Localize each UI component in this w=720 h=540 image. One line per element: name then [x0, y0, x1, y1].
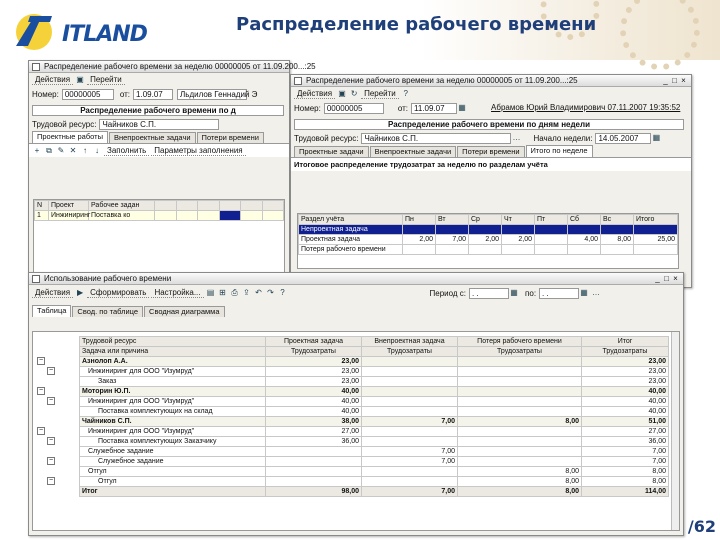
tab-strip	[29, 131, 289, 143]
row-label: Заказ	[80, 377, 266, 387]
resource-label: Трудовой ресурс:	[294, 133, 359, 143]
redo-icon[interactable]: ↷	[267, 288, 274, 297]
date-field[interactable]: 1.09.07	[133, 89, 173, 100]
row-label: Моторин Ю.П.	[80, 387, 266, 397]
report-icon	[32, 275, 40, 283]
row-value: 8,00	[458, 487, 582, 497]
window-title: Использование рабочего времени	[44, 274, 172, 283]
toolbar	[29, 73, 289, 87]
goto-menu[interactable]: Перейти	[361, 89, 399, 99]
date-field[interactable]: 11.09.07	[411, 103, 457, 114]
row-value	[362, 477, 458, 487]
row-label: Инжиниринг для ООО "Изумруд"	[80, 427, 266, 437]
row-value: 23,00	[266, 377, 362, 387]
document-icon	[294, 77, 302, 85]
calendar-icon[interactable]: ▦	[510, 288, 518, 297]
row-value	[362, 377, 458, 387]
add-icon[interactable]: +	[34, 145, 40, 155]
section-title: Распределение рабочего времени по дням недели	[294, 119, 684, 130]
header-effort: Трудозатраты	[362, 347, 458, 357]
refresh-icon[interactable]: ↻	[350, 89, 358, 98]
table-row[interactable]	[80, 447, 669, 457]
tab-pivot[interactable]: Свод. по таблице	[72, 306, 143, 317]
row-value: 7,00	[582, 447, 669, 457]
help-icon[interactable]: ?	[280, 288, 285, 297]
report-table[interactable]	[79, 336, 669, 497]
window-titlebar[interactable]	[29, 61, 316, 73]
row-value: 40,00	[582, 397, 669, 407]
calendar-icon[interactable]: ▦	[652, 133, 661, 142]
row-value: 8,00	[582, 477, 669, 487]
tab-strip	[291, 145, 691, 157]
undo-icon[interactable]: ↶	[255, 288, 262, 297]
resource-label: Трудовой ресурс:	[32, 119, 97, 129]
table-row[interactable]	[80, 477, 669, 487]
row-value: 27,00	[582, 427, 669, 437]
row-value: 51,00	[582, 417, 669, 427]
tab-time-loss[interactable]: Потери времени	[197, 132, 264, 143]
period-to-field[interactable]: . .	[539, 288, 579, 299]
actions-menu[interactable]: Действия	[32, 288, 73, 298]
header-effort: Трудозатраты	[266, 347, 362, 357]
table-row[interactable]	[80, 487, 669, 497]
help-icon[interactable]: ?	[403, 89, 408, 98]
row-value	[458, 367, 582, 377]
row-value: 8,00	[458, 477, 582, 487]
print-icon[interactable]: ⎙	[231, 288, 238, 297]
generate-button[interactable]: Сформировать	[87, 288, 149, 298]
report-window[interactable]	[28, 272, 684, 536]
week-document-window[interactable]	[290, 74, 692, 288]
row-value	[362, 397, 458, 407]
table-row[interactable]	[80, 407, 669, 417]
grid-caption: Итоговое распределение трудозатрат за неделю по разделам учёта	[291, 157, 691, 171]
row-value: 23,00	[582, 357, 669, 367]
row-label: Итог	[80, 487, 266, 497]
row-value: 23,00	[582, 367, 669, 377]
row-value	[458, 357, 582, 367]
row-value: 38,00	[266, 417, 362, 427]
table-row[interactable]	[80, 397, 669, 407]
select-icon[interactable]: …	[592, 288, 601, 297]
row-value	[458, 377, 582, 387]
section-row	[291, 117, 691, 131]
col-section: Раздел учёта	[299, 215, 403, 225]
window-titlebar[interactable]	[29, 273, 683, 285]
tab-project-tasks[interactable]: Проектные задачи	[294, 146, 369, 157]
table-row[interactable]: Непроектная задача	[299, 225, 678, 235]
row-value	[362, 437, 458, 447]
project-work-grid[interactable]	[33, 199, 285, 283]
toolbar	[291, 87, 691, 101]
save-icon[interactable]: ▣	[338, 89, 346, 98]
row-label: Инжиниринг для ООО "Изумруд"	[80, 367, 266, 377]
section-row	[29, 103, 289, 117]
table-row[interactable]	[80, 417, 669, 427]
company-logo	[6, 6, 166, 54]
table-row[interactable]	[80, 457, 669, 467]
number-label: Номер:	[32, 89, 59, 99]
row-value	[458, 437, 582, 447]
row-label: Служебное задание	[80, 457, 266, 467]
page-number: /62	[687, 517, 716, 536]
row-value: 36,00	[266, 437, 362, 447]
resource-row	[291, 131, 691, 145]
row-label: Поставка комплектующих на склад	[80, 407, 266, 417]
table-row[interactable]	[80, 427, 669, 437]
row-label: Служебное задание	[80, 447, 266, 457]
row-value: 98,00	[266, 487, 362, 497]
row-value: 23,00	[266, 357, 362, 367]
maximize-icon[interactable]: □	[672, 76, 677, 85]
period-to-label: по:	[525, 288, 537, 298]
row-value: 7,00	[582, 457, 669, 467]
table-row[interactable]	[80, 467, 669, 477]
table-icon[interactable]: ▤	[206, 288, 215, 297]
logo-icon	[6, 6, 66, 54]
period-from-field[interactable]: . .	[469, 288, 509, 299]
edit-icon[interactable]: ✎	[57, 145, 65, 155]
tab-strip	[29, 305, 683, 317]
row-value	[266, 457, 362, 467]
col-project: Проект	[49, 201, 89, 211]
table-row[interactable]: Проектная задача 2,00 7,00 2,00 2,00 4,00 8,00 25,00	[299, 235, 678, 245]
row-value	[458, 457, 582, 467]
row-value	[458, 397, 582, 407]
col-task: Рабочее задан	[89, 201, 155, 211]
week-document-window-back[interactable]	[28, 60, 316, 288]
row-value: 36,00	[582, 437, 669, 447]
row-value	[266, 477, 362, 487]
close-icon[interactable]: ×	[681, 76, 686, 85]
row-grouping-tree[interactable]: − − − − − − − −	[33, 332, 77, 530]
table-row[interactable]	[80, 377, 669, 387]
col-tue: Вт	[436, 215, 469, 225]
report-table-wrap	[79, 336, 669, 497]
row-value: 40,00	[266, 407, 362, 417]
col-fri: Пт	[535, 215, 568, 225]
row-value: 23,00	[582, 377, 669, 387]
slide-title: Распределение рабочего времени	[236, 14, 597, 35]
row-label: Отгул	[80, 477, 266, 487]
row-label: Чайников С.П.	[80, 417, 266, 427]
resource-field[interactable]: Чайников С.П.	[99, 119, 219, 130]
date-label: от:	[397, 103, 409, 113]
maximize-icon[interactable]: □	[664, 274, 669, 283]
row-value: 8,00	[458, 467, 582, 477]
row-value	[362, 407, 458, 417]
vertical-scrollbar[interactable]	[671, 332, 679, 530]
row-value	[458, 427, 582, 437]
col-total: Итого	[634, 215, 678, 225]
up-icon[interactable]: ↑	[83, 145, 87, 155]
section-title: Распределение рабочего времени по д	[32, 105, 284, 116]
minimize-icon[interactable]: _	[663, 76, 668, 85]
col-thu: Чт	[502, 215, 535, 225]
toolbar	[29, 285, 683, 301]
table-row[interactable]: 1 Инжиниринг Поставка ко	[35, 211, 284, 221]
settings-button[interactable]: Настройка...	[151, 288, 203, 298]
resource-row	[29, 117, 289, 131]
calendar-icon[interactable]: ▦	[580, 288, 588, 297]
header-fields	[291, 101, 691, 115]
header-effort: Трудозатраты	[458, 347, 582, 357]
row-label: Отгул	[80, 467, 266, 477]
row-value	[362, 367, 458, 377]
tab-nonproject-tasks[interactable]: Внепроектные задачи	[109, 132, 196, 143]
header-loss: Потеря рабочего времени	[458, 337, 582, 347]
tab-nonproject-tasks[interactable]: Внепроектные задачи	[370, 146, 457, 157]
table-row[interactable]: Потеря рабочего времени	[299, 245, 678, 255]
header-resource: Трудовой ресурс	[80, 337, 266, 347]
row-label: Инжиниринг для ООО "Изумруд"	[80, 397, 266, 407]
table-row[interactable]	[80, 387, 669, 397]
col-mon: Пн	[403, 215, 436, 225]
col-sun: Вс	[601, 215, 634, 225]
header-nonproject: Внепроектная задача	[362, 337, 458, 347]
select-icon[interactable]: …	[512, 133, 521, 142]
actions-menu[interactable]: Действия	[32, 75, 73, 85]
row-value	[362, 387, 458, 397]
tab-time-loss[interactable]: Потери времени	[457, 146, 524, 157]
row-value	[458, 387, 582, 397]
logo-text: ITLAND	[62, 22, 147, 47]
window-title: Распределение рабочего времени за неделю 00000005 от 11.09.200...:25	[306, 76, 578, 85]
date-label: от:	[119, 89, 131, 99]
row-value	[266, 447, 362, 457]
fill-button[interactable]: Заполнить	[104, 146, 149, 156]
run-icon[interactable]: ▶	[76, 288, 84, 297]
row-value: 7,00	[362, 447, 458, 457]
down-icon[interactable]: ↓	[95, 145, 99, 155]
row-value	[266, 467, 362, 477]
window-title: Распределение рабочего времени за неделю 00000005 от 11.09.200...:25	[44, 62, 316, 71]
week-start-label: Начало недели:	[533, 133, 593, 143]
header-task: Задача или причина	[80, 347, 266, 357]
col-sat: Сб	[568, 215, 601, 225]
tab-chart[interactable]: Сводная диаграмма	[144, 306, 224, 317]
row-value: 114,00	[582, 487, 669, 497]
row-value: 40,00	[266, 387, 362, 397]
row-value: 8,00	[458, 417, 582, 427]
table-row[interactable]	[80, 357, 669, 367]
row-label: Поставка комплектующих Заказчику	[80, 437, 266, 447]
fill-params-button[interactable]: Параметры заполнения	[151, 146, 245, 156]
number-field[interactable]: 00000005	[62, 89, 114, 100]
row-value: 40,00	[582, 407, 669, 417]
row-value: 8,00	[582, 467, 669, 477]
copy-icon[interactable]: ⧉	[46, 145, 52, 155]
export-icon[interactable]: ⇪	[243, 288, 250, 297]
table-row[interactable]	[80, 437, 669, 447]
minimize-icon[interactable]: _	[655, 274, 660, 283]
grid-toolbar	[29, 143, 289, 157]
header-fields	[29, 87, 289, 101]
author-field[interactable]: Абрамов Юрий Владимирович 07.11.2007 19:35:52	[491, 102, 681, 112]
row-label: Азнолоп А.А.	[80, 357, 266, 367]
window-titlebar[interactable]	[291, 75, 691, 87]
header-project: Проектная задача	[266, 337, 362, 347]
col-n: N	[35, 201, 49, 211]
header-total: Итог	[582, 337, 669, 347]
close-icon[interactable]: ×	[673, 274, 678, 283]
responsible-field[interactable]: Льдилов Геннадий Э	[177, 89, 247, 100]
week-total-grid[interactable]	[297, 213, 679, 269]
row-value: 7,00	[362, 487, 458, 497]
goto-menu[interactable]: Перейти	[87, 75, 125, 85]
col-wed: Ср	[469, 215, 502, 225]
report-area[interactable]	[32, 331, 680, 531]
row-value	[362, 467, 458, 477]
number-label: Номер:	[294, 103, 321, 113]
tab-week-total[interactable]: Итого по неделе	[526, 145, 593, 157]
period-from-label: Период с:	[429, 288, 467, 298]
tree-icon[interactable]: ⊞	[219, 288, 226, 297]
row-value: 7,00	[362, 457, 458, 467]
resource-field[interactable]: Чайников С.П.	[361, 133, 511, 144]
header-effort: Трудозатраты	[582, 347, 669, 357]
row-value: 7,00	[362, 417, 458, 427]
row-value	[362, 357, 458, 367]
row-value	[362, 427, 458, 437]
actions-menu[interactable]: Действия	[294, 89, 335, 99]
row-value: 40,00	[582, 387, 669, 397]
number-field[interactable]: 00000005	[324, 103, 384, 114]
row-value: 27,00	[266, 427, 362, 437]
row-value: 23,00	[266, 367, 362, 377]
row-value: 40,00	[266, 397, 362, 407]
calendar-icon[interactable]: ▦	[458, 103, 466, 112]
tab-project-work[interactable]: Проектные работы	[32, 131, 108, 143]
row-value	[458, 447, 582, 457]
save-icon[interactable]: ▣	[76, 75, 84, 84]
table-row[interactable]	[80, 367, 669, 377]
week-start-field[interactable]: 14.05.2007	[595, 133, 651, 144]
tab-table[interactable]: Таблица	[32, 305, 71, 317]
document-icon	[32, 63, 40, 71]
delete-icon[interactable]: ✕	[69, 145, 77, 155]
row-value	[458, 407, 582, 417]
